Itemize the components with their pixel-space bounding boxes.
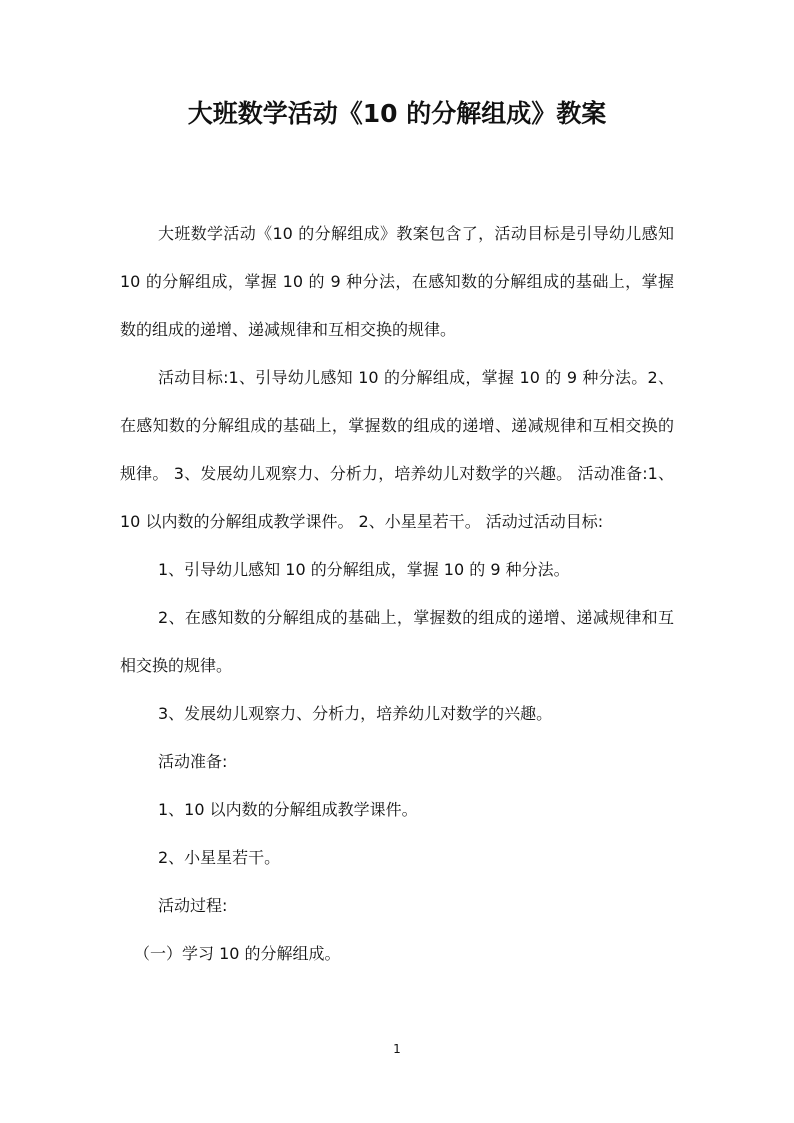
preparation-item-1: 1、10 以内数的分解组成教学课件。 — [158, 800, 418, 819]
intro-paragraph: 大班数学活动《10 的分解组成》教案包含了，活动目标是引导幼儿感知 10 的分解组成，掌握 10 的 9 种分法，在感知数的分解组成的基础上，掌握数的组成的递增、递减规律和互相交换的规律。 — [120, 224, 674, 339]
document-body — [120, 210, 674, 978]
page-number: 1 — [393, 1042, 401, 1056]
objective-3: 3、发展幼儿观察力、分析力，培养幼儿对数学的兴趣。 — [158, 704, 553, 723]
document-title: 大班数学活动《10 的分解组成》教案 — [187, 99, 607, 128]
objectives-summary-paragraph: 活动目标:1、引导幼儿感知 10 的分解组成，掌握 10 的 9 种分法。2、在感知数的分解组成的基础上，掌握数的组成的递增、递减规律和互相交换的规律。 3、发展幼儿观察力、分析力，培养幼儿对数学的兴趣。 活动准备:1、10 以内数的分解组成教学课件。 2、小星星若干。 活动过活动目标: — [120, 368, 674, 531]
process-step-1: （一）学习 10 的分解组成。 — [134, 944, 341, 963]
process-heading: 活动过程: — [158, 896, 228, 915]
preparation-heading: 活动准备: — [158, 752, 228, 771]
objective-1: 1、引导幼儿感知 10 的分解组成，掌握 10 的 9 种分法。 — [158, 560, 570, 579]
preparation-item-2: 2、小星星若干。 — [158, 848, 281, 867]
objective-2: 2、在感知数的分解组成的基础上，掌握数的组成的递增、递减规律和互相交换的规律。 — [120, 608, 674, 675]
